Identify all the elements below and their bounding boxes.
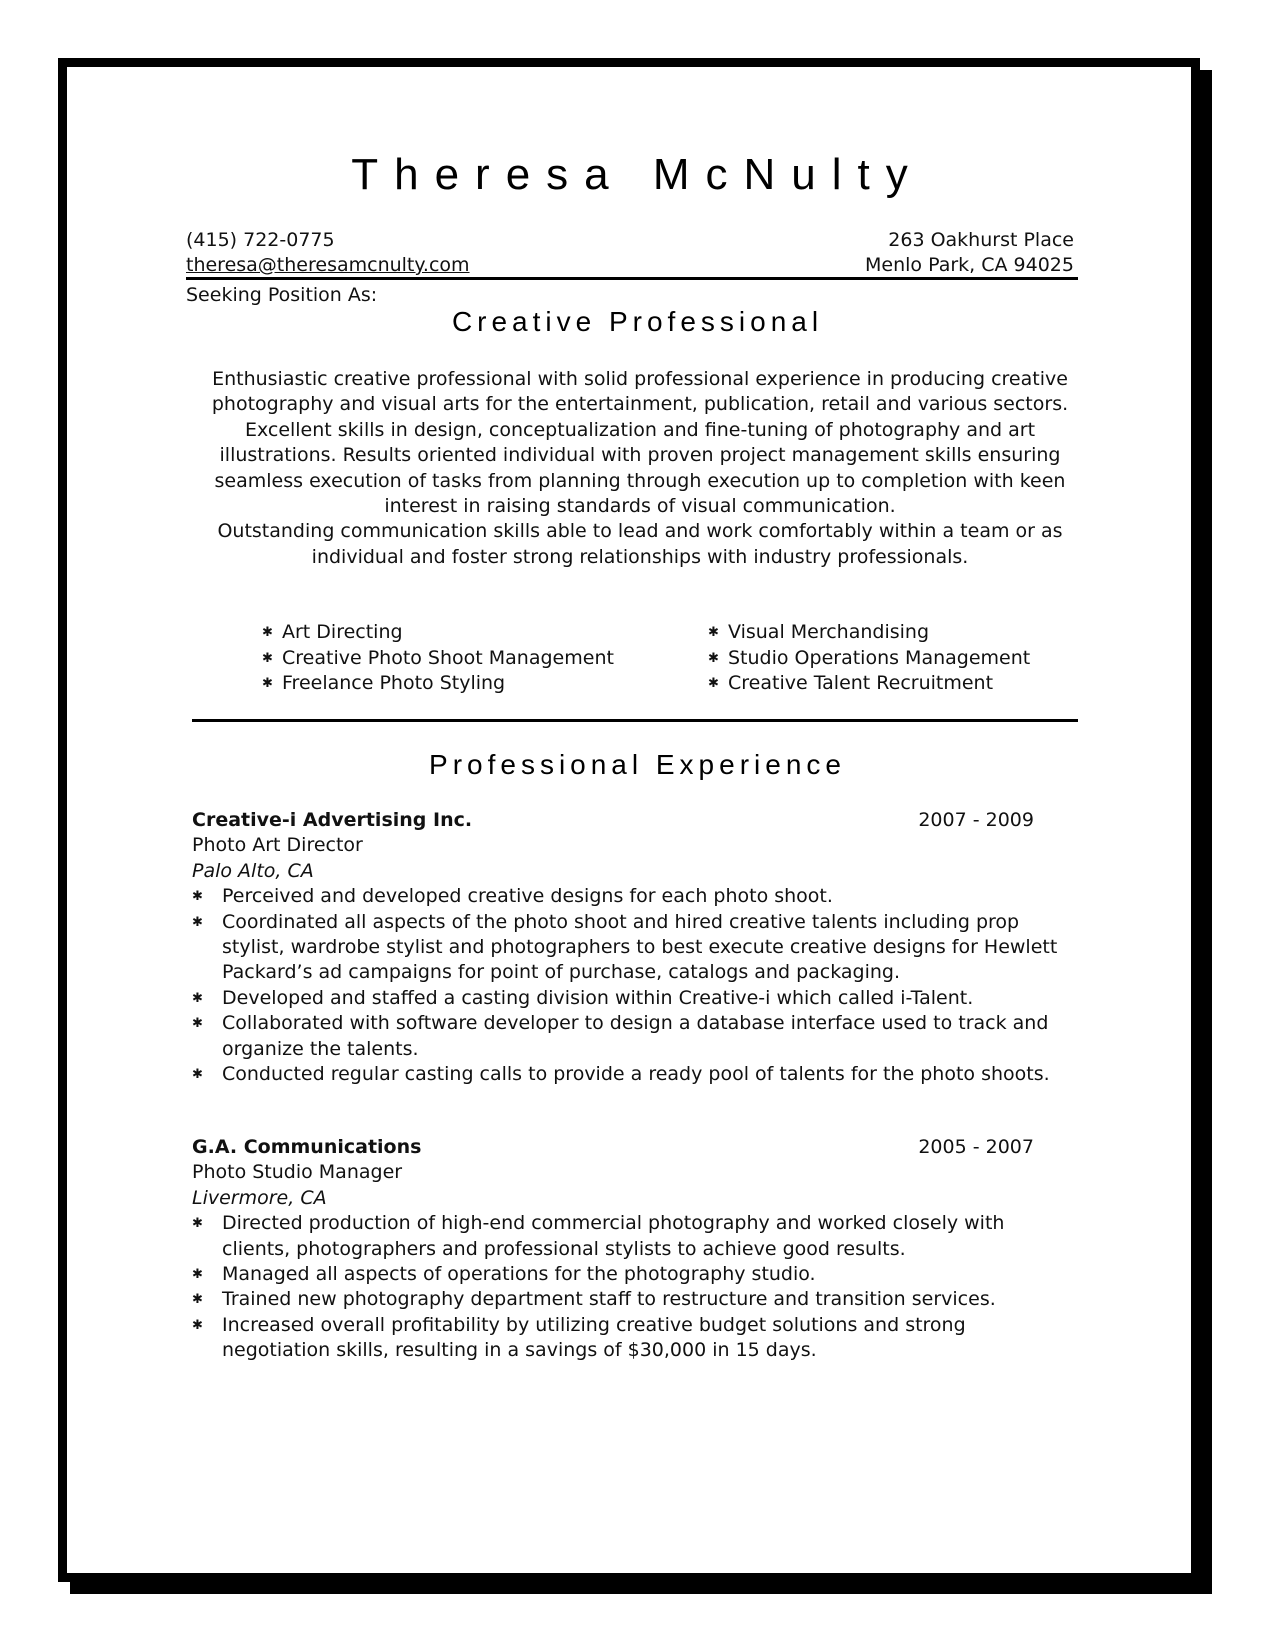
candidate-name: Theresa McNulty <box>351 150 924 199</box>
list-item: ✱ Collaborated with software developer to design a database interface used to track and organize the talents. <box>192 1011 1072 1062</box>
phone-number: (415) 722-0775 <box>186 229 335 251</box>
star-bullet-icon: ✱ <box>262 650 273 666</box>
star-bullet-icon: ✱ <box>192 1292 203 1308</box>
header-divider <box>186 277 1078 280</box>
star-bullet-icon: ✱ <box>192 1317 203 1333</box>
list-item: ✱ Increased overall profitability by utilizing creative budget solutions and strong negotiation skills, resulting in a savings of $30,000 in 15 days. <box>192 1313 1072 1364</box>
experience-title: Professional Experience <box>429 749 846 780</box>
job-entry <box>192 808 1072 1087</box>
star-bullet-icon: ✱ <box>708 650 719 666</box>
star-bullet-icon: ✱ <box>192 889 203 905</box>
list-item: ✱ Trained new photography department staff to restructure and transition services. <box>192 1287 1072 1312</box>
skill-item: ✱ Studio Operations Management <box>708 646 1030 672</box>
skill-item: ✱ Freelance Photo Styling <box>262 671 614 697</box>
job-company: G.A. Communications <box>192 1136 422 1158</box>
list-item: ✱ Perceived and developed creative designs for each photo shoot. <box>192 884 1072 909</box>
star-bullet-icon: ✱ <box>192 1216 203 1232</box>
job-location: Livermore, CA <box>192 1186 327 1209</box>
job-entry <box>192 1135 1072 1364</box>
contact-right <box>865 228 1074 278</box>
section-divider <box>192 719 1078 722</box>
star-bullet-icon: ✱ <box>192 914 203 930</box>
contact-left <box>186 228 470 278</box>
list-item: ✱ Coordinated all aspects of the photo shoot and hired creative talents including prop stylist, wardrobe stylist and photographers to best execute creative designs for Hewlett Packard’s ad campaigns for point of purchase, catalogs and packaging. <box>192 910 1072 986</box>
skill-item: ✱ Creative Photo Shoot Management <box>262 646 614 672</box>
star-bullet-icon: ✱ <box>192 1267 203 1283</box>
summary <box>190 367 1090 570</box>
job-bullets <box>192 1211 1072 1363</box>
list-item: ✱ Managed all aspects of operations for the photography studio. <box>192 1262 1072 1287</box>
star-bullet-icon: ✱ <box>192 1067 203 1083</box>
address-line-1: 263 Oakhurst Place <box>888 229 1074 251</box>
star-bullet-icon: ✱ <box>708 625 719 640</box>
summary-paragraph-2: Outstanding communication skills able to lead and work comfortably within a team or as individual and foster strong relationships with industry professionals. <box>217 520 1063 568</box>
skills-column-2 <box>708 620 1030 697</box>
list-item: ✱ Directed production of high-end commercial photography and worked closely with clients, photographers and professional stylists to achieve good results. <box>192 1211 1072 1262</box>
job-role: Photo Studio Manager <box>192 1161 403 1184</box>
job-bullets <box>192 884 1072 1087</box>
job-years: 2007 - 2009 <box>918 809 1034 831</box>
skill-item: ✱ Creative Talent Recruitment <box>708 671 1030 697</box>
skill-item: ✱ Visual Merchandising <box>708 620 1030 646</box>
star-bullet-icon: ✱ <box>262 676 273 691</box>
list-item: ✱ Developed and staffed a casting division within Creative-i which called i-Talent. <box>192 986 1072 1011</box>
seeking-label: Seeking Position As: <box>186 284 378 306</box>
star-bullet-icon: ✱ <box>708 676 719 691</box>
email-link[interactable]: theresa@theresamcnulty.com <box>186 254 470 276</box>
list-item: ✱ Conducted regular casting calls to provide a ready pool of talents for the photo shoots. <box>192 1062 1072 1087</box>
job-company: Creative-i Advertising Inc. <box>192 809 473 831</box>
star-bullet-icon: ✱ <box>192 1016 203 1032</box>
job-role: Photo Art Director <box>192 834 363 857</box>
star-bullet-icon: ✱ <box>192 990 203 1006</box>
job-location: Palo Alto, CA <box>192 859 314 882</box>
address-line-2: Menlo Park, CA 94025 <box>865 254 1074 276</box>
star-bullet-icon: ✱ <box>262 625 273 640</box>
skill-item: ✱ Art Directing <box>262 620 614 646</box>
objective-title: Creative Professional <box>451 306 824 337</box>
summary-paragraph-1: Enthusiastic creative professional with solid professional experience in producing creative photography and visual arts for the entertainment, publication, retail and various sectors. Excellent skills in design, conceptualization and fine-tuning of photography and art illustrations. Results oriented individual with proven project management skills ensuring seamless execution of tasks from planning through execution up to completion with keen interest in raising standards of visual communication. <box>211 368 1069 518</box>
job-years: 2005 - 2007 <box>918 1136 1034 1158</box>
skills-column-1 <box>262 620 614 697</box>
